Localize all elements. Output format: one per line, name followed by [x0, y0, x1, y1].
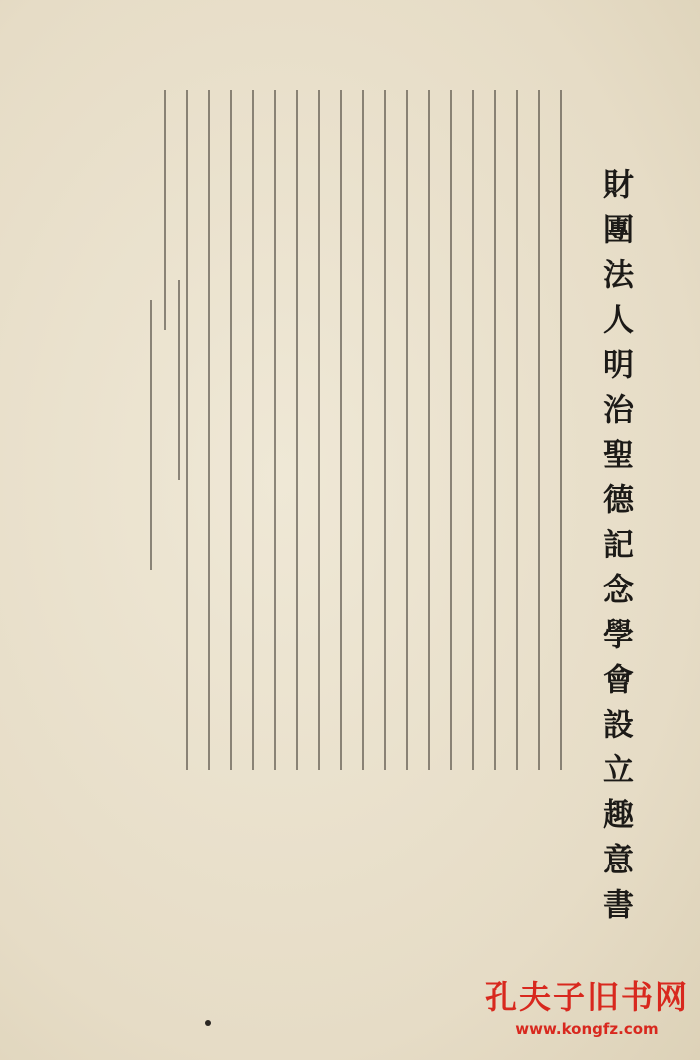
watermark	[482, 972, 692, 1038]
text-column	[296, 90, 298, 770]
text-column	[230, 90, 232, 770]
watermark-title: 孔夫子旧书网	[484, 978, 689, 1016]
text-column	[274, 90, 276, 770]
page-title: 財團法人明治聖德記念學會設立趣意書	[597, 168, 633, 933]
punch-hole-mark	[205, 1020, 211, 1026]
signature-line	[150, 300, 152, 570]
text-column	[318, 90, 320, 770]
text-column	[340, 90, 342, 770]
text-column	[362, 90, 364, 770]
text-column	[406, 90, 408, 770]
text-column	[538, 90, 540, 770]
text-column	[516, 90, 518, 770]
text-column	[186, 90, 188, 770]
watermark-url: www.kongfz.com	[515, 1020, 659, 1038]
text-column	[428, 90, 430, 770]
text-column	[164, 90, 166, 330]
text-column	[560, 90, 562, 770]
text-column	[472, 90, 474, 770]
text-column	[494, 90, 496, 770]
date-line	[178, 280, 180, 480]
body-text-columns	[150, 90, 570, 770]
text-column	[208, 90, 210, 770]
text-column	[252, 90, 254, 770]
text-column	[384, 90, 386, 770]
text-column	[450, 90, 452, 770]
